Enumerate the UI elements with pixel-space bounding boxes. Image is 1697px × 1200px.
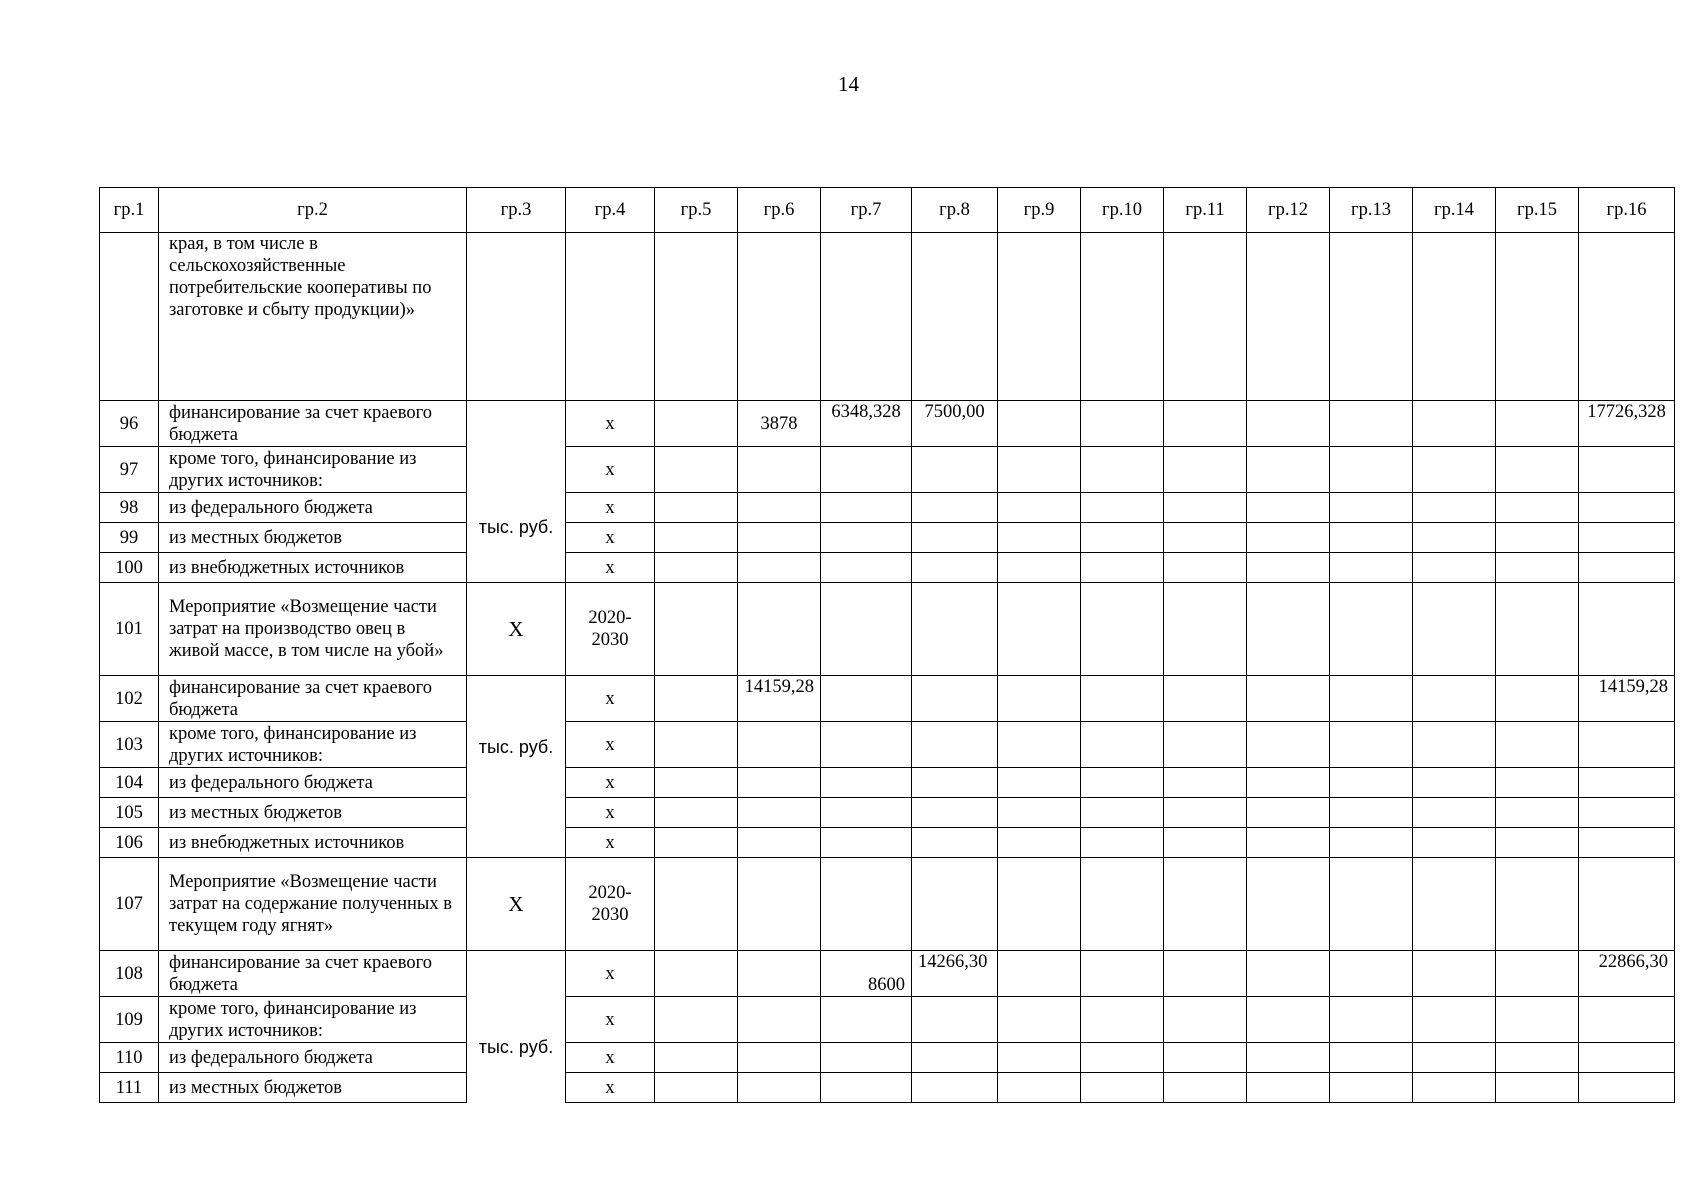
x-mark: х bbox=[566, 997, 655, 1043]
table-row bbox=[100, 401, 1675, 447]
table-row bbox=[100, 493, 1675, 523]
x-mark: х bbox=[566, 523, 655, 553]
x-mark: х bbox=[566, 768, 655, 798]
page-number: 14 bbox=[838, 72, 859, 96]
table-row bbox=[100, 798, 1675, 828]
value-cell: 22866,30 bbox=[1579, 951, 1675, 997]
value-cell: 6348,328 bbox=[821, 401, 912, 447]
row-name: из федерального бюджета bbox=[159, 768, 467, 798]
col-header: гр.13 bbox=[1330, 188, 1413, 233]
row-name: финансирование за счет краевого бюджета bbox=[159, 401, 467, 447]
program-table bbox=[99, 187, 1675, 1103]
row-number: 97 bbox=[100, 447, 159, 493]
table-row bbox=[100, 583, 1675, 676]
col-header: гр.10 bbox=[1081, 188, 1164, 233]
x-mark: х bbox=[566, 1043, 655, 1073]
period-cell: 2020-2030 bbox=[566, 583, 655, 676]
row-name: финансирование за счет краевого бюджета bbox=[159, 676, 467, 722]
table-row bbox=[100, 722, 1675, 768]
unit-cell: тыс. руб. bbox=[467, 951, 566, 1103]
x-mark: х bbox=[566, 447, 655, 493]
col-header: гр.15 bbox=[1496, 188, 1579, 233]
row-number: 105 bbox=[100, 798, 159, 828]
x-mark: Х bbox=[467, 583, 566, 676]
header-row bbox=[100, 188, 1675, 233]
row-name: кроме того, финансирование из других источников: bbox=[159, 447, 467, 493]
unit-cell: тыс. руб. bbox=[467, 401, 566, 583]
col-header: гр.14 bbox=[1413, 188, 1496, 233]
row-number: 111 bbox=[100, 1073, 159, 1103]
row-number: 109 bbox=[100, 997, 159, 1043]
value-cell: 14266,30 bbox=[912, 951, 998, 997]
col-header: гр.7 bbox=[821, 188, 912, 233]
row-name: финансирование за счет краевого бюджета bbox=[159, 951, 467, 997]
row-name: Мероприятие «Возмещение части затрат на содержание полученных в текущем году ягнят» bbox=[159, 858, 467, 951]
row-number: 96 bbox=[100, 401, 159, 447]
table-row bbox=[100, 447, 1675, 493]
col-header: гр.3 bbox=[467, 188, 566, 233]
table-row bbox=[100, 858, 1675, 951]
row-name: из внебюджетных источников bbox=[159, 553, 467, 583]
table-row bbox=[100, 951, 1675, 997]
row-number: 104 bbox=[100, 768, 159, 798]
table-row bbox=[100, 768, 1675, 798]
table-row bbox=[100, 1073, 1675, 1103]
row-number: 106 bbox=[100, 828, 159, 858]
col-header: гр.4 bbox=[566, 188, 655, 233]
row-name: из местных бюджетов bbox=[159, 798, 467, 828]
unit-cell: тыс. руб. bbox=[467, 676, 566, 858]
row-name: края, в том числе в сельскохозяйственные потребительские кооперативы по заготовке и сбыту продукции)» bbox=[159, 233, 467, 401]
value-cell: 7500,00 bbox=[912, 401, 998, 447]
row-name: кроме того, финансирование из других источников: bbox=[159, 722, 467, 768]
value-cell: 8600 bbox=[821, 951, 912, 997]
col-header: гр.9 bbox=[998, 188, 1081, 233]
x-mark: Х bbox=[467, 858, 566, 951]
col-header: гр.6 bbox=[738, 188, 821, 233]
x-mark: х bbox=[566, 1073, 655, 1103]
row-number: 107 bbox=[100, 858, 159, 951]
x-mark: х bbox=[566, 798, 655, 828]
table-row bbox=[100, 523, 1675, 553]
row-name: кроме того, финансирование из других источников: bbox=[159, 997, 467, 1043]
table-row bbox=[100, 1043, 1675, 1073]
row-number: 108 bbox=[100, 951, 159, 997]
col-header: гр.8 bbox=[912, 188, 998, 233]
row-name: из местных бюджетов bbox=[159, 523, 467, 553]
row-name: из федерального бюджета bbox=[159, 493, 467, 523]
x-mark: х bbox=[566, 553, 655, 583]
value-cell: 14159,28 bbox=[1579, 676, 1675, 722]
table-row bbox=[100, 828, 1675, 858]
value-cell: 3878 bbox=[738, 401, 821, 447]
row-number: 101 bbox=[100, 583, 159, 676]
col-header: гр.5 bbox=[655, 188, 738, 233]
row-name: из федерального бюджета bbox=[159, 1043, 467, 1073]
row-number: 102 bbox=[100, 676, 159, 722]
row-name: из внебюджетных источников bbox=[159, 828, 467, 858]
x-mark: х bbox=[566, 493, 655, 523]
row-number: 110 bbox=[100, 1043, 159, 1073]
value-cell: 14159,28 bbox=[738, 676, 821, 722]
col-header: гр.2 bbox=[159, 188, 467, 233]
row-number: 103 bbox=[100, 722, 159, 768]
table-row bbox=[100, 676, 1675, 722]
row-number: 99 bbox=[100, 523, 159, 553]
x-mark: х bbox=[566, 828, 655, 858]
col-header: гр.16 bbox=[1579, 188, 1675, 233]
col-header: гр.1 bbox=[100, 188, 159, 233]
x-mark: х bbox=[566, 676, 655, 722]
col-header: гр.12 bbox=[1247, 188, 1330, 233]
x-mark: х bbox=[566, 722, 655, 768]
period-cell: 2020-2030 bbox=[566, 858, 655, 951]
table-row bbox=[100, 997, 1675, 1043]
x-mark: х bbox=[566, 951, 655, 997]
col-header: гр.11 bbox=[1164, 188, 1247, 233]
row-number: 98 bbox=[100, 493, 159, 523]
table-row bbox=[100, 553, 1675, 583]
row-name: из местных бюджетов bbox=[159, 1073, 467, 1103]
row-number: 100 bbox=[100, 553, 159, 583]
row-name: Мероприятие «Возмещение части затрат на производство овец в живой массе, в том числе на убой» bbox=[159, 583, 467, 676]
x-mark: х bbox=[566, 401, 655, 447]
table-row bbox=[100, 233, 1675, 401]
value-cell: 17726,328 bbox=[1579, 401, 1675, 447]
